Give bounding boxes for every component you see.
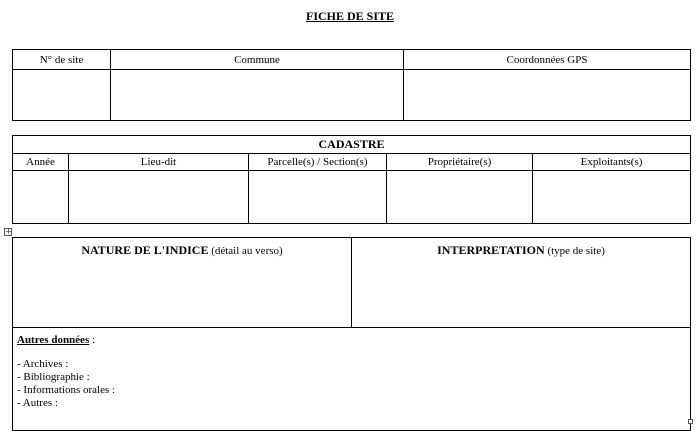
cadastre-table bbox=[12, 135, 691, 224]
interpretation-note: (type de site) bbox=[547, 245, 605, 257]
header-commune: Commune bbox=[111, 50, 404, 70]
header-lieu-dit: Lieu-dit bbox=[69, 154, 249, 171]
header-exploitants: Exploitants(s) bbox=[533, 154, 691, 171]
interpretation-title: INTERPRETATION bbox=[437, 243, 545, 257]
cell-commune[interactable] bbox=[111, 70, 404, 121]
autres-item-informations: - Informations orales : bbox=[17, 384, 116, 396]
header-annee: Année bbox=[13, 154, 69, 171]
header-gps: Coordonnées GPS bbox=[404, 50, 691, 70]
cell-interpretation[interactable] bbox=[352, 238, 691, 328]
cell-gps[interactable] bbox=[404, 70, 691, 121]
cell-parcelle[interactable] bbox=[249, 171, 387, 224]
nature-title: NATURE DE L'INDICE bbox=[81, 243, 209, 257]
table-resize-handle-icon[interactable] bbox=[688, 419, 693, 424]
autres-colon: : bbox=[89, 334, 96, 346]
autres-item-autres: - Autres : bbox=[17, 397, 58, 409]
nature-table bbox=[12, 237, 691, 431]
cell-autres[interactable] bbox=[13, 328, 691, 431]
cell-site-number[interactable] bbox=[13, 70, 111, 121]
cell-annee[interactable] bbox=[13, 171, 69, 224]
cell-nature[interactable] bbox=[13, 238, 352, 328]
header-site-number: N° de site bbox=[13, 50, 111, 70]
nature-note: (détail au verso) bbox=[211, 245, 283, 257]
site-table bbox=[12, 49, 691, 121]
table-move-handle-icon[interactable]: + bbox=[5, 227, 12, 236]
cell-proprietaire[interactable] bbox=[387, 171, 533, 224]
cell-lieu-dit[interactable] bbox=[69, 171, 249, 224]
autres-item-archives: - Archives : bbox=[17, 358, 69, 370]
header-proprietaire: Propriétaire(s) bbox=[387, 154, 533, 171]
cell-exploitants[interactable] bbox=[533, 171, 691, 224]
autres-title: Autres données bbox=[17, 334, 90, 346]
cadastre-title: CADASTRE bbox=[13, 136, 691, 154]
header-parcelle: Parcelle(s) / Section(s) bbox=[249, 154, 387, 171]
page-title: FICHE DE SITE bbox=[305, 9, 395, 23]
autres-item-bibliographie: - Bibliographie : bbox=[17, 371, 90, 383]
